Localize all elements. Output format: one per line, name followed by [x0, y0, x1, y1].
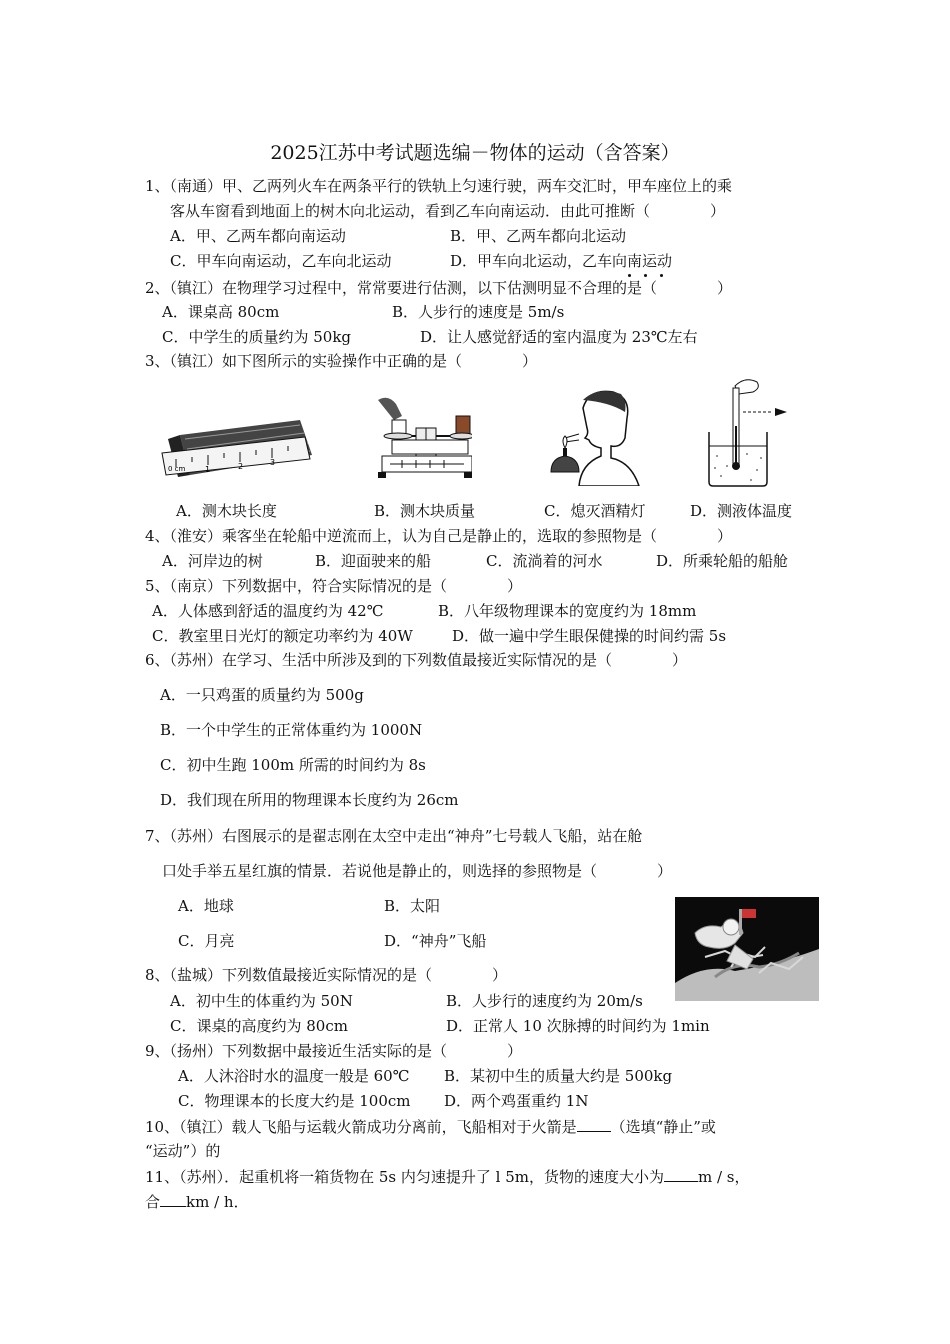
q7-option-a: A．地球 — [178, 897, 234, 915]
q11-kmh-blank[interactable] — [160, 1192, 186, 1207]
q1-option-d: D．甲车向北运动，乙车向南运动 — [450, 252, 673, 270]
q4-option-a: A．河岸边的树 — [162, 552, 263, 570]
q5-option-d: D．做一遍中学生眼保健操的时间约需 5s — [452, 627, 727, 645]
q7-option-b: B．太阳 — [384, 897, 441, 915]
q7-option-d: D．“神舟”飞船 — [384, 932, 487, 950]
q11-text-3: 合 — [145, 1193, 161, 1211]
q8-option-d: D．正常人 10 次脉搏的时间约为 1min — [446, 1017, 710, 1035]
q10-answer-blank[interactable] — [577, 1117, 611, 1132]
q7-stem-line2: 口处手举五星红旗的情景．若说他是静止的，则选择的参照物是（ ） — [162, 862, 673, 880]
svg-text:0 cm: 0 cm — [168, 465, 186, 473]
q3-option-a: A．测木块长度 — [176, 502, 277, 520]
page-title: 2025江苏中考试题选编－物体的运动（含答案） — [270, 142, 680, 164]
alcohol-lamp-figure — [545, 386, 645, 486]
q11-speed-blank[interactable] — [664, 1167, 698, 1182]
q9-stem: 9、（扬州）下列数据中最接近生活实际的是（ ） — [145, 1042, 523, 1060]
q9-option-c: C．物理课本的长度大约是 100cm — [178, 1092, 411, 1110]
q10-stem-line2: “运动”）的 — [145, 1142, 221, 1160]
q7-stem-line1: 7、（苏州）右图展示的是翟志刚在太空中走出“神舟”七号载人飞船，站在舱 — [145, 827, 643, 845]
q5-option-c: C．教室里日光灯的额定功率约为 40W — [152, 627, 413, 645]
q1-option-a: A．甲、乙两车都向南运动 — [170, 227, 346, 245]
q2-option-d: D．让人感觉舒适的室内温度为 23℃左右 — [420, 328, 698, 346]
q10-stem-line1 — [145, 1117, 716, 1136]
q1-stem-line2: 客从车窗看到地面上的树木向北运动，看到乙车向南运动．由此可推断（ ） — [170, 202, 726, 220]
q10-text-1: 10、（镇江）载人飞船与运载火箭成功分离前，飞船相对于火箭是 — [145, 1118, 577, 1136]
q4-option-b: B．迎面驶来的船 — [315, 552, 432, 570]
q1-option-c: C．甲车向南运动，乙车向北运动 — [170, 252, 392, 270]
q7-option-c: C．月亮 — [178, 932, 235, 950]
q3-stem: 3、（镇江）如下图所示的实验操作中正确的是（ ） — [145, 352, 538, 370]
q5-option-a: A．人体感到舒适的温度约为 42℃ — [152, 602, 384, 620]
q3-option-d: D．测液体温度 — [690, 502, 793, 520]
q2-option-c: C．中学生的质量约为 50kg — [162, 328, 352, 346]
q2-option-a: A．课桌高 80cm — [162, 303, 280, 321]
emphasis-dot — [628, 274, 631, 277]
q11-text-4: km / h． — [186, 1193, 249, 1211]
q1-option-b: B．甲、乙两车都向北运动 — [450, 227, 627, 245]
spacewalk-photo — [675, 897, 819, 1001]
q11-text-1: 11、（苏州）．起重机将一箱货物在 5s 内匀速提升了 l 5m，货物的速度大小为 — [145, 1168, 664, 1186]
q6-option-b: B．一个中学生的正常体重约为 1000N — [160, 721, 423, 739]
q9-option-a: A．人沐浴时水的温度一般是 60℃ — [178, 1067, 410, 1085]
q4-option-c: C．流淌着的河水 — [486, 552, 603, 570]
q8-option-c: C．课桌的高度约为 80cm — [170, 1017, 348, 1035]
q6-option-d: D．我们现在所用的物理课本长度约为 26cm — [160, 791, 459, 809]
q4-option-d: D．所乘轮船的船舱 — [656, 552, 789, 570]
svg-text:1: 1 — [205, 465, 211, 474]
q6-option-a: A．一只鸡蛋的质量约为 500g — [160, 686, 364, 704]
svg-text:2: 2 — [238, 462, 244, 471]
q3-option-b: B．测木块质量 — [374, 502, 476, 520]
q8-stem: 8、（盐城）下列数值最接近实际情况的是（ ） — [145, 966, 508, 984]
q11-text-2: m / s， — [697, 1168, 750, 1186]
q4-stem: 4、（淮安）乘客坐在轮船中逆流而上，认为自己是静止的，选取的参照物是（ ） — [145, 527, 733, 545]
q3-option-c: C．熄灭酒精灯 — [544, 502, 646, 520]
q11-stem-line1 — [145, 1167, 749, 1186]
q8-option-b: B．人步行的速度约为 20m/s — [446, 992, 643, 1010]
q2-option-b: B．人步行的速度是 5m/s — [392, 303, 565, 321]
svg-text:3: 3 — [270, 458, 276, 467]
q9-option-b: B．某初中生的质量大约是 500kg — [444, 1067, 673, 1085]
ruler-wood-figure — [160, 415, 315, 487]
q6-stem: 6、（苏州）在学习、生活中所涉及到的下列数值最接近实际情况的是（ ） — [145, 651, 688, 669]
q2-stem: 2、（镇江）在物理学习过程中，常常要进行估测，以下估测明显不合理的是（ ） — [145, 279, 733, 297]
thermometer-beaker-figure — [703, 376, 795, 488]
emphasis-dot — [644, 274, 647, 277]
q5-stem: 5、（南京）下列数据中，符合实际情况的是（ ） — [145, 577, 523, 595]
q5-option-b: B．八年级物理课本的宽度约为 18mm — [438, 602, 697, 620]
q1-stem-line1: 1、（南通）甲、乙两列火车在两条平行的铁轨上匀速行驶，两车交汇时，甲车座位上的乘 — [145, 177, 733, 195]
q6-option-c: C．初中生跑 100m 所需的时间约为 8s — [160, 756, 426, 774]
q11-stem-line2 — [145, 1192, 249, 1211]
q9-option-d: D．两个鸡蛋重约 1N — [444, 1092, 589, 1110]
q8-option-a: A．初中生的体重约为 50N — [170, 992, 353, 1010]
q10-text-2: （选填“静止”或 — [610, 1118, 716, 1136]
emphasis-dot — [660, 274, 663, 277]
balance-figure — [372, 394, 472, 486]
